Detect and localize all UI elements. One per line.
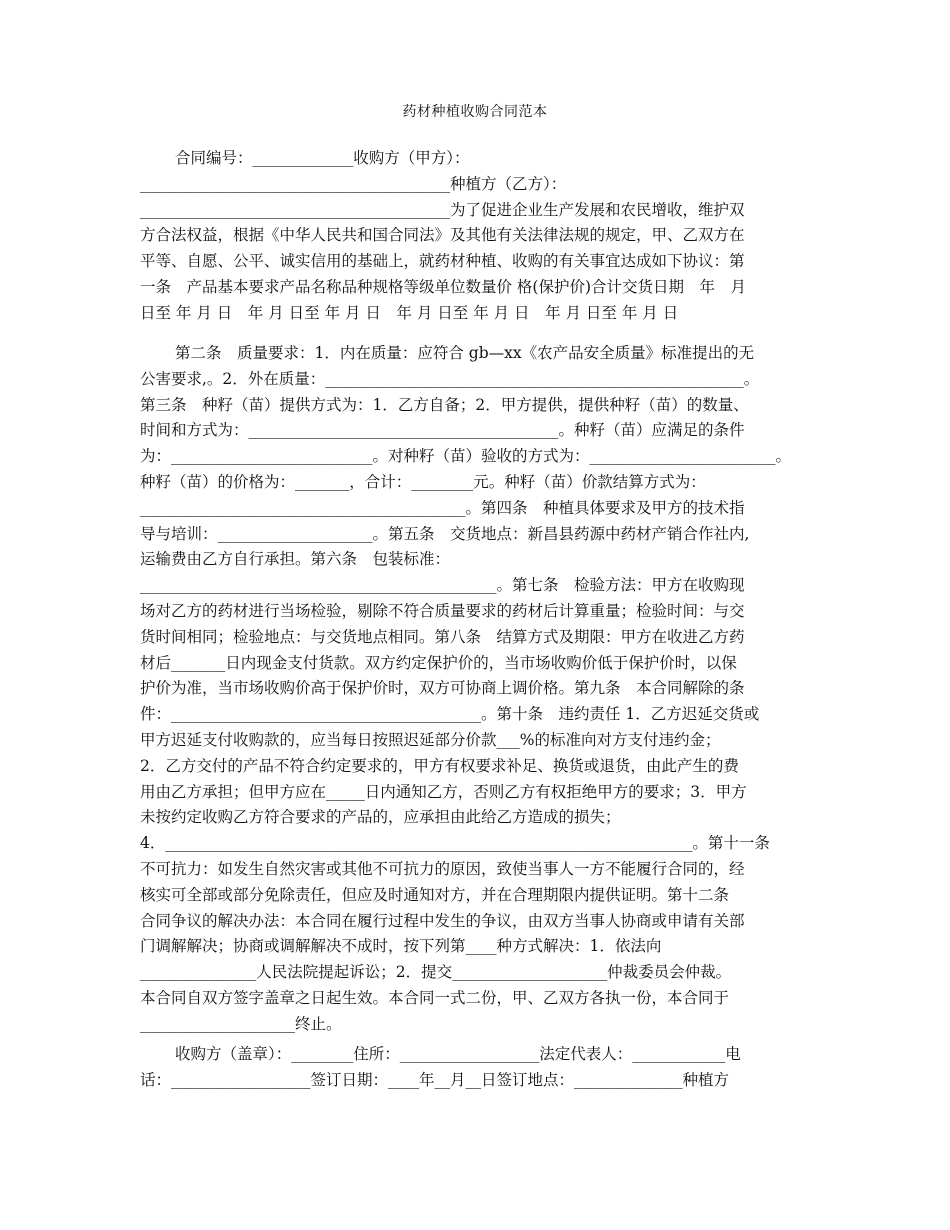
text-line: 时间和方式为：________________________________________。种籽（苗）应满足的条件 (140, 421, 745, 440)
text-line: ______________________________________________。第七条 检验方法：甲方在收购现 (140, 576, 745, 595)
text-line: 件：________________________________________。第十条 违约责任 1．乙方迟延交货或 (140, 705, 760, 724)
text-line: 日至 年 月 日 年 月 日至 年 月 日 年 月 日至 年 月 日 年 月 日至 年 月 日 (140, 303, 679, 322)
text-line: 为：__________________________。对种籽（苗）验收的方式为：________________________。 (140, 447, 792, 466)
text-line: 护价为准，当市场收购价高于保护价时，双方可协商上调价格。第九条 本合同解除的条 (140, 679, 745, 698)
text-line: ____________________终止。 (140, 1014, 342, 1033)
paragraph-signature-block (140, 1042, 812, 1094)
text-line: 合同编号：_____________收购方（甲方）： (175, 149, 470, 167)
text-line: __________________________________________。第四条 种植具体要求及甲方的技术指 (140, 498, 745, 517)
text-line: 种籽（苗）的价格为：_______，合计：________元。种籽（苗）价款结算方式为： (140, 472, 706, 491)
text-line: 不可抗力：如发生自然灾害或其他不可抗力的原因，致使当事人一方不能履行合同的，经 (140, 859, 745, 878)
text-line: 本合同自双方签字盖章之日起生效。本合同一式二份，甲、乙双方各执一份，本合同于 (140, 988, 730, 1007)
text-line: 平等、自愿、公平、诚实信用的基础上，就药材种植、收购的有关事宜达成如下协议：第 (140, 252, 745, 271)
paragraph-contract-header (140, 146, 812, 327)
text-line: 方合法权益，根据《中华人民共和国合同法》及其他有关法律法规的规定，甲、乙双方在 (140, 226, 745, 245)
text-line: 甲方迟延支付收购款的，应当每日按照迟延部分价款___%的标准向对方支付违约金； (140, 730, 721, 749)
text-line: 门调解解决；协商或调解解决不成时，按下列第____种方式解决：1．依法向 (140, 937, 662, 956)
paragraph-contract-terms (140, 341, 812, 1038)
text-line: 一条 产品基本要求产品名称品种规格等级单位数量价 格(保护价)合计交货日期 年 月 (140, 277, 747, 296)
text-line: 公害要求,。2．外在质量：______________________________________________________。 (140, 369, 760, 388)
text-line: 4．____________________________________________________________________。第十一条 (140, 834, 770, 853)
text-line: ________________________________________种植方（乙方）： (140, 174, 567, 193)
document-title: 药材种植收购合同范本 (402, 104, 548, 120)
text-line: 运输费由乙方自行承担。第六条 包装标准： (140, 550, 451, 569)
text-line: 未按约定收购乙方符合要求的产品的，应承担由此给乙方造成的损失； (140, 808, 621, 827)
text-line: 用由乙方承担；但甲方应在_____日内通知乙方，否则乙方有权拒绝甲方的要求；3．甲方 (140, 782, 747, 801)
text-line: 导与培训：____________________。第五条 交货地点：新昌县药源中药材产销合作社内, (140, 524, 750, 543)
text-line: 第二条 质量要求：1．内在质量：应符合 gb—xx《农产品安全质量》标准提出的无 (175, 344, 755, 362)
text-line: 核实可全部或部分免除责任，但应及时通知对方，并在合理期限内提供证明。第十二条 (140, 885, 730, 904)
text-line: 场对乙方的药材进行当场检验，剔除不符合质量要求的药材后计算重量；检验时间：与交 (140, 601, 745, 620)
text-line: 合同争议的解决办法：本合同在履行过程中发生的争议，由双方当事人协商或申请有关部 (140, 911, 745, 930)
text-line: 货时间相同；检验地点：与交货地点相同。第八条 结算方式及期限：甲方在收进乙方药 (140, 627, 745, 646)
text-line: 2．乙方交付的产品不符合约定要求的，甲方有权要求补足、换货或退货，由此产生的费 (140, 756, 739, 775)
text-line: 收购方（盖章）：________住所：__________________法定代表人：____________电 (175, 1045, 741, 1063)
text-line: ________________________________________为了促进企业生产发展和农民增收，维护双 (140, 200, 745, 219)
text-line: _______________人民法院提起诉讼；2．提交____________________仲裁委员会仲裁。 (140, 963, 732, 982)
text-line: 材后_______日内现金支付货款。双方约定保护价的，当市场收购价低于保护价时，以保 (140, 653, 737, 672)
text-line: 第三条 种籽（苗）提供方式为：1．乙方自备；2．甲方提供，提供种籽（苗）的数量、 (140, 395, 749, 414)
text-line: 话：__________________签订日期：____年__月__日签订地点：______________种植方 (140, 1070, 730, 1089)
